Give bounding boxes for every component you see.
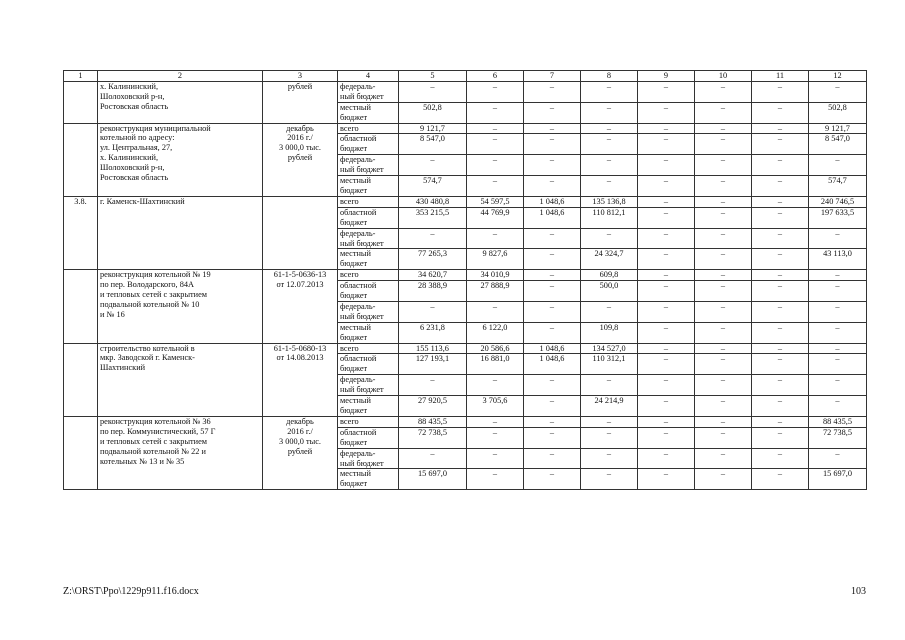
document-details: 61-1-5-0636-13 от 12.07.2013 bbox=[263, 270, 338, 343]
object-name: строительство котельной в мкр. Заводской г. Каменск- Шахтинский bbox=[98, 343, 263, 416]
amount-cell: – bbox=[638, 155, 695, 176]
amount-cell: – bbox=[809, 343, 867, 354]
funding-source: местный бюджет bbox=[338, 469, 399, 490]
amount-cell: 3 705,6 bbox=[467, 396, 524, 417]
amount-cell: – bbox=[524, 155, 581, 176]
amount-cell: – bbox=[467, 448, 524, 469]
amount-cell: – bbox=[695, 207, 752, 228]
amount-cell: – bbox=[524, 322, 581, 343]
amount-cell: 502,8 bbox=[809, 102, 867, 123]
amount-cell: – bbox=[695, 228, 752, 249]
amount-cell: – bbox=[467, 301, 524, 322]
amount-cell: 9 121,7 bbox=[399, 123, 467, 134]
amount-cell: 27 888,9 bbox=[467, 281, 524, 302]
amount-cell: 34 010,9 bbox=[467, 270, 524, 281]
amount-cell: 9 827,6 bbox=[467, 249, 524, 270]
amount-cell: – bbox=[809, 281, 867, 302]
amount-cell: – bbox=[581, 134, 638, 155]
document-details: 61-1-5-0680-13 от 14.08.2013 bbox=[263, 343, 338, 416]
amount-cell: 240 746,5 bbox=[809, 196, 867, 207]
amount-cell: – bbox=[581, 448, 638, 469]
document-details: декабрь 2016 г./ 3 000,0 тыс. рублей bbox=[263, 123, 338, 196]
amount-cell: 88 435,5 bbox=[809, 416, 867, 427]
amount-cell: 6 231,8 bbox=[399, 322, 467, 343]
column-header: 7 bbox=[524, 71, 581, 82]
amount-cell: – bbox=[695, 281, 752, 302]
funding-source: федераль- ный бюджет bbox=[338, 228, 399, 249]
column-header: 6 bbox=[467, 71, 524, 82]
amount-cell: – bbox=[752, 448, 809, 469]
funding-source: местный бюджет bbox=[338, 102, 399, 123]
object-name: х. Калининский, Шолоховский р-н, Ростовская область bbox=[98, 81, 263, 123]
amount-cell: 502,8 bbox=[399, 102, 467, 123]
amount-cell: – bbox=[638, 281, 695, 302]
table-row bbox=[64, 343, 867, 354]
amount-cell: – bbox=[524, 176, 581, 197]
column-header: 12 bbox=[809, 71, 867, 82]
column-header: 9 bbox=[638, 71, 695, 82]
amount-cell: – bbox=[695, 155, 752, 176]
amount-cell: – bbox=[581, 155, 638, 176]
amount-cell: – bbox=[638, 396, 695, 417]
amount-cell: – bbox=[695, 343, 752, 354]
amount-cell: – bbox=[695, 301, 752, 322]
funding-source: местный бюджет bbox=[338, 396, 399, 417]
amount-cell: – bbox=[752, 102, 809, 123]
funding-source: федераль- ный бюджет bbox=[338, 301, 399, 322]
amount-cell: – bbox=[638, 81, 695, 102]
amount-cell: – bbox=[467, 155, 524, 176]
amount-cell: – bbox=[752, 469, 809, 490]
amount-cell: – bbox=[524, 123, 581, 134]
amount-cell: 1 048,6 bbox=[524, 207, 581, 228]
column-header: 1 bbox=[64, 71, 98, 82]
amount-cell: – bbox=[524, 427, 581, 448]
amount-cell: – bbox=[638, 375, 695, 396]
amount-cell: – bbox=[638, 427, 695, 448]
amount-cell: – bbox=[809, 228, 867, 249]
amount-cell: 155 113,6 bbox=[399, 343, 467, 354]
amount-cell: – bbox=[524, 102, 581, 123]
amount-cell: – bbox=[695, 322, 752, 343]
amount-cell: 127 193,1 bbox=[399, 354, 467, 375]
amount-cell: – bbox=[524, 375, 581, 396]
amount-cell: 9 121,7 bbox=[809, 123, 867, 134]
amount-cell: – bbox=[467, 81, 524, 102]
amount-cell: – bbox=[638, 354, 695, 375]
amount-cell: 43 113,0 bbox=[809, 249, 867, 270]
header-row bbox=[64, 71, 867, 82]
amount-cell: – bbox=[581, 81, 638, 102]
amount-cell: 1 048,6 bbox=[524, 196, 581, 207]
amount-cell: 88 435,5 bbox=[399, 416, 467, 427]
amount-cell: – bbox=[467, 102, 524, 123]
funding-source: местный бюджет bbox=[338, 176, 399, 197]
amount-cell: 24 324,7 bbox=[581, 249, 638, 270]
amount-cell: 110 312,1 bbox=[581, 354, 638, 375]
item-number bbox=[64, 81, 98, 123]
amount-cell: 8 547,0 bbox=[399, 134, 467, 155]
amount-cell: – bbox=[638, 416, 695, 427]
item-number bbox=[64, 343, 98, 416]
funding-source: областной бюджет bbox=[338, 427, 399, 448]
funding-source: всего bbox=[338, 270, 399, 281]
amount-cell: 8 547,0 bbox=[809, 134, 867, 155]
amount-cell: – bbox=[581, 301, 638, 322]
amount-cell: – bbox=[809, 81, 867, 102]
amount-cell: – bbox=[467, 134, 524, 155]
amount-cell: – bbox=[809, 448, 867, 469]
amount-cell: – bbox=[399, 375, 467, 396]
amount-cell: – bbox=[695, 448, 752, 469]
table-row bbox=[64, 416, 867, 427]
amount-cell: – bbox=[581, 176, 638, 197]
amount-cell: – bbox=[524, 249, 581, 270]
amount-cell: – bbox=[695, 249, 752, 270]
object-name: реконструкция котельной № 36 по пер. Коммунистический, 57 Г и тепловых сетей с закрытием подвальной котельной № 22 и котельных № 13 и № 35 bbox=[98, 416, 263, 489]
amount-cell: – bbox=[695, 176, 752, 197]
amount-cell: – bbox=[467, 123, 524, 134]
amount-cell: – bbox=[752, 416, 809, 427]
amount-cell: – bbox=[638, 207, 695, 228]
column-header: 10 bbox=[695, 71, 752, 82]
column-header: 3 bbox=[263, 71, 338, 82]
amount-cell: 574,7 bbox=[809, 176, 867, 197]
amount-cell: – bbox=[752, 207, 809, 228]
amount-cell: – bbox=[695, 134, 752, 155]
amount-cell: 15 697,0 bbox=[809, 469, 867, 490]
amount-cell: – bbox=[752, 427, 809, 448]
amount-cell: – bbox=[752, 155, 809, 176]
funding-source: федераль- ный бюджет bbox=[338, 375, 399, 396]
amount-cell: 500,0 bbox=[581, 281, 638, 302]
amount-cell: – bbox=[638, 102, 695, 123]
amount-cell: – bbox=[752, 228, 809, 249]
amount-cell: – bbox=[581, 228, 638, 249]
amount-cell: – bbox=[638, 343, 695, 354]
amount-cell: 609,8 bbox=[581, 270, 638, 281]
amount-cell: – bbox=[752, 270, 809, 281]
amount-cell: – bbox=[752, 322, 809, 343]
amount-cell: – bbox=[524, 396, 581, 417]
amount-cell: – bbox=[638, 196, 695, 207]
amount-cell: – bbox=[638, 249, 695, 270]
amount-cell: – bbox=[695, 396, 752, 417]
amount-cell: – bbox=[752, 176, 809, 197]
amount-cell: – bbox=[809, 322, 867, 343]
funding-source: всего bbox=[338, 416, 399, 427]
object-name: реконструкция муниципальной котельной по адресу: ул. Центральная, 27, х. Калининский, Шолоховский р-н, Ростовская область bbox=[98, 123, 263, 196]
amount-cell: – bbox=[695, 270, 752, 281]
funding-source: местный бюджет bbox=[338, 249, 399, 270]
item-number bbox=[64, 270, 98, 343]
amount-cell: 6 122,0 bbox=[467, 322, 524, 343]
table-row bbox=[64, 196, 867, 207]
funding-source: всего bbox=[338, 123, 399, 134]
amount-cell: 109,8 bbox=[581, 322, 638, 343]
amount-cell: – bbox=[752, 281, 809, 302]
amount-cell: – bbox=[524, 81, 581, 102]
amount-cell: 72 738,5 bbox=[399, 427, 467, 448]
amount-cell: 574,7 bbox=[399, 176, 467, 197]
amount-cell: – bbox=[638, 228, 695, 249]
table-row bbox=[64, 123, 867, 134]
amount-cell: 430 480,8 bbox=[399, 196, 467, 207]
amount-cell: 134 527,0 bbox=[581, 343, 638, 354]
amount-cell: – bbox=[524, 448, 581, 469]
table-row bbox=[64, 81, 867, 102]
amount-cell: – bbox=[695, 375, 752, 396]
amount-cell: – bbox=[467, 375, 524, 396]
amount-cell: – bbox=[695, 469, 752, 490]
amount-cell: – bbox=[752, 354, 809, 375]
footer-file-path: Z:\ORST\Ppo\1229p911.f16.docx bbox=[63, 586, 199, 597]
amount-cell: – bbox=[638, 448, 695, 469]
page-number: 103 bbox=[851, 586, 866, 597]
amount-cell: – bbox=[524, 416, 581, 427]
column-header: 5 bbox=[399, 71, 467, 82]
amount-cell: – bbox=[752, 134, 809, 155]
amount-cell: – bbox=[695, 196, 752, 207]
amount-cell: – bbox=[581, 375, 638, 396]
amount-cell: – bbox=[695, 123, 752, 134]
amount-cell: 28 388,9 bbox=[399, 281, 467, 302]
funding-source: всего bbox=[338, 196, 399, 207]
amount-cell: – bbox=[581, 427, 638, 448]
amount-cell: – bbox=[399, 448, 467, 469]
document-details: рублей bbox=[263, 81, 338, 123]
amount-cell: 72 738,5 bbox=[809, 427, 867, 448]
amount-cell: – bbox=[695, 354, 752, 375]
funding-source: местный бюджет bbox=[338, 322, 399, 343]
column-header: 4 bbox=[338, 71, 399, 82]
amount-cell: – bbox=[467, 469, 524, 490]
column-header: 11 bbox=[752, 71, 809, 82]
amount-cell: – bbox=[752, 81, 809, 102]
amount-cell: – bbox=[638, 322, 695, 343]
column-header: 2 bbox=[98, 71, 263, 82]
amount-cell: – bbox=[695, 427, 752, 448]
amount-cell: – bbox=[809, 155, 867, 176]
amount-cell: – bbox=[467, 176, 524, 197]
amount-cell: – bbox=[638, 123, 695, 134]
funding-source: областной бюджет bbox=[338, 354, 399, 375]
amount-cell: – bbox=[752, 301, 809, 322]
amount-cell: – bbox=[524, 301, 581, 322]
amount-cell: – bbox=[581, 102, 638, 123]
amount-cell: – bbox=[399, 301, 467, 322]
amount-cell: – bbox=[695, 81, 752, 102]
amount-cell: 54 597,5 bbox=[467, 196, 524, 207]
funding-source: федераль- ный бюджет bbox=[338, 155, 399, 176]
amount-cell: – bbox=[752, 343, 809, 354]
amount-cell: – bbox=[809, 354, 867, 375]
amount-cell: 15 697,0 bbox=[399, 469, 467, 490]
amount-cell: – bbox=[399, 228, 467, 249]
amount-cell: 1 048,6 bbox=[524, 343, 581, 354]
document-details: декабрь 2016 г./ 3 000,0 тыс. рублей bbox=[263, 416, 338, 489]
amount-cell: – bbox=[581, 123, 638, 134]
amount-cell: 135 136,8 bbox=[581, 196, 638, 207]
amount-cell: – bbox=[752, 375, 809, 396]
amount-cell: 77 265,3 bbox=[399, 249, 467, 270]
amount-cell: – bbox=[752, 396, 809, 417]
amount-cell: – bbox=[809, 270, 867, 281]
amount-cell: – bbox=[638, 469, 695, 490]
amount-cell: 20 586,6 bbox=[467, 343, 524, 354]
funding-source: областной бюджет bbox=[338, 207, 399, 228]
amount-cell: – bbox=[809, 375, 867, 396]
amount-cell: – bbox=[752, 123, 809, 134]
budget-table bbox=[63, 70, 867, 490]
amount-cell: – bbox=[752, 249, 809, 270]
amount-cell: – bbox=[638, 176, 695, 197]
amount-cell: – bbox=[581, 469, 638, 490]
amount-cell: 24 214,9 bbox=[581, 396, 638, 417]
amount-cell: – bbox=[752, 196, 809, 207]
amount-cell: 27 920,5 bbox=[399, 396, 467, 417]
amount-cell: – bbox=[695, 102, 752, 123]
funding-source: областной бюджет bbox=[338, 134, 399, 155]
amount-cell: – bbox=[524, 228, 581, 249]
amount-cell: – bbox=[524, 270, 581, 281]
amount-cell: – bbox=[638, 270, 695, 281]
amount-cell: – bbox=[399, 81, 467, 102]
amount-cell: – bbox=[809, 301, 867, 322]
amount-cell: – bbox=[524, 134, 581, 155]
object-name: г. Каменск-Шахтинский bbox=[98, 196, 263, 269]
amount-cell: – bbox=[809, 396, 867, 417]
amount-cell: 44 769,9 bbox=[467, 207, 524, 228]
amount-cell: 110 812,1 bbox=[581, 207, 638, 228]
funding-source: федераль- ный бюджет bbox=[338, 81, 399, 102]
funding-source: федераль- ный бюджет bbox=[338, 448, 399, 469]
object-name: реконструкция котельной № 19 по пер. Володарского, 84А и тепловых сетей с закрытием подвальной котельной № 10 и № 16 bbox=[98, 270, 263, 343]
amount-cell: – bbox=[638, 134, 695, 155]
document-details bbox=[263, 196, 338, 269]
column-header: 8 bbox=[581, 71, 638, 82]
amount-cell: – bbox=[467, 228, 524, 249]
amount-cell: 1 048,6 bbox=[524, 354, 581, 375]
amount-cell: – bbox=[524, 469, 581, 490]
amount-cell: 353 215,5 bbox=[399, 207, 467, 228]
item-number bbox=[64, 123, 98, 196]
funding-source: всего bbox=[338, 343, 399, 354]
amount-cell: 16 881,0 bbox=[467, 354, 524, 375]
amount-cell: – bbox=[467, 416, 524, 427]
amount-cell: 34 620,7 bbox=[399, 270, 467, 281]
table-row bbox=[64, 270, 867, 281]
amount-cell: – bbox=[695, 416, 752, 427]
amount-cell: – bbox=[638, 301, 695, 322]
item-number bbox=[64, 416, 98, 489]
funding-source: областной бюджет bbox=[338, 281, 399, 302]
amount-cell: 197 633,5 bbox=[809, 207, 867, 228]
item-number: 3.8. bbox=[64, 196, 98, 269]
amount-cell: – bbox=[399, 155, 467, 176]
amount-cell: – bbox=[581, 416, 638, 427]
amount-cell: – bbox=[524, 281, 581, 302]
amount-cell: – bbox=[467, 427, 524, 448]
